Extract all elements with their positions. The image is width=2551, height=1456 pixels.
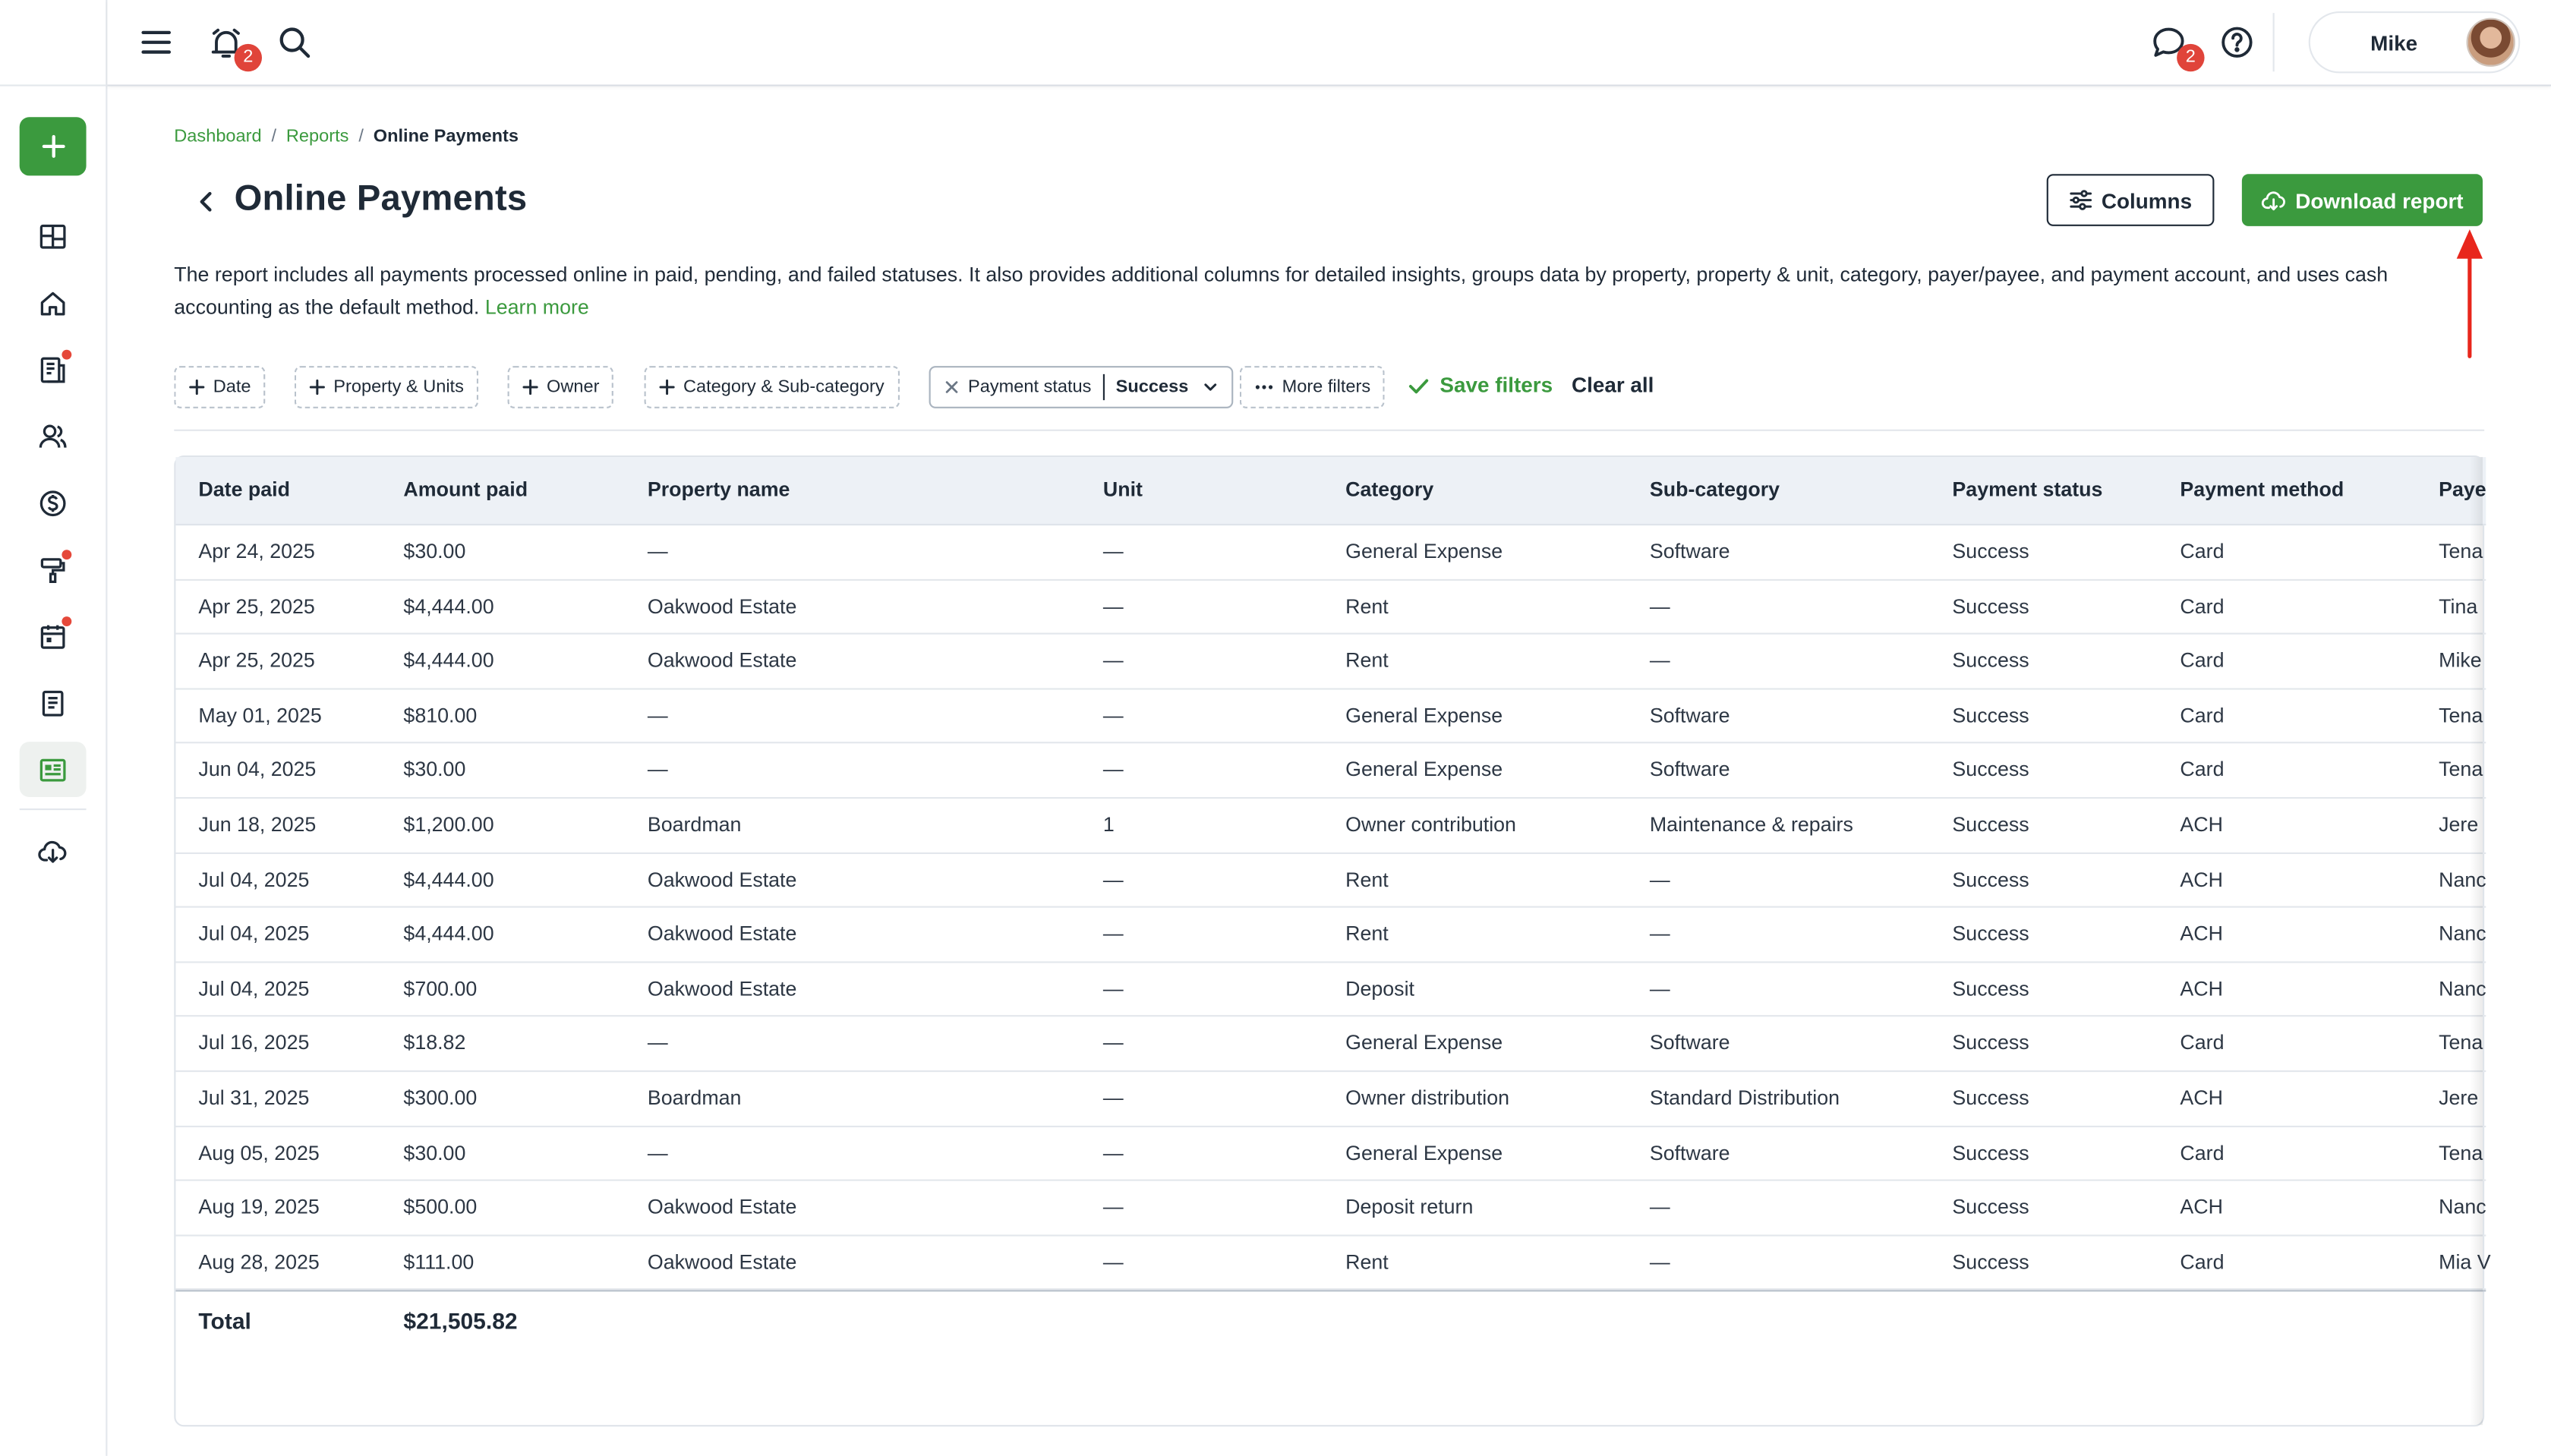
notification-dot	[61, 350, 71, 360]
cell-date-paid: May 01, 2025	[198, 704, 322, 727]
cell-date-paid: Aug 19, 2025	[198, 1196, 320, 1219]
add-new-button[interactable]	[20, 117, 87, 175]
cell-property-name: Boardman	[647, 813, 742, 837]
table-row[interactable]	[175, 1127, 2486, 1181]
table-total-row	[175, 1290, 2486, 1348]
cell-payee: Tena	[2439, 1032, 2483, 1055]
cell-amount-paid: $4,444.00	[403, 922, 494, 946]
cell-payment-method: Card	[2180, 540, 2225, 563]
filter-chip-date[interactable]	[174, 366, 266, 408]
cell-date-paid: Jun 04, 2025	[198, 758, 317, 782]
more-filters-label: More filters	[1282, 377, 1371, 397]
column-header-amount-paid[interactable]: Amount paid	[403, 478, 528, 501]
cell-payee: Tena	[2439, 540, 2483, 563]
cell-amount-paid: $4,444.00	[403, 868, 494, 891]
cell-payment-status: Success	[1952, 1032, 2029, 1055]
table-row[interactable]	[175, 963, 2486, 1017]
messages-badge: 2	[2177, 44, 2204, 71]
cell-payee: Tena	[2439, 704, 2483, 727]
dashboard-icon	[37, 220, 68, 251]
cell-payment-method: ACH	[2180, 1086, 2224, 1110]
cell-payee: Jere	[2439, 813, 2479, 837]
cell-category: Rent	[1345, 1250, 1389, 1274]
cell-amount-paid: $810.00	[403, 704, 478, 727]
sidebar	[0, 0, 107, 1456]
filter-bar	[174, 366, 2484, 408]
cell-property-name: —	[647, 704, 668, 727]
cell-sub-category: —	[1649, 1196, 1670, 1219]
cell-date-paid: Jul 04, 2025	[198, 868, 310, 891]
column-header-property-name[interactable]: Property name	[647, 478, 790, 501]
dollar-icon	[37, 487, 68, 518]
sidebar-item-accounting[interactable]	[20, 475, 87, 531]
table-row[interactable]	[175, 580, 2486, 635]
column-header-sub-category[interactable]: Sub-category	[1649, 478, 1780, 501]
table-row[interactable]	[175, 1017, 2486, 1072]
plus-icon	[309, 379, 325, 395]
cell-payment-method: ACH	[2180, 868, 2224, 891]
cell-category: Rent	[1345, 868, 1389, 891]
table-row[interactable]	[175, 1236, 2491, 1291]
column-header-date-paid[interactable]: Date paid	[198, 478, 290, 501]
search-button[interactable]	[273, 21, 316, 64]
column-header-unit[interactable]: Unit	[1102, 478, 1143, 501]
cell-amount-paid: $18.82	[403, 1032, 466, 1055]
cell-category: General Expense	[1345, 1141, 1503, 1164]
filter-chip-label: Owner	[547, 377, 600, 397]
breadcrumb-separator: /	[271, 127, 277, 147]
cell-property-name: Oakwood Estate	[647, 868, 797, 891]
cell-payment-method: Card	[2180, 758, 2225, 782]
cell-payment-method: Card	[2180, 704, 2225, 727]
cell-unit: —	[1102, 922, 1124, 946]
reports-icon	[37, 754, 68, 785]
filter-chip-category[interactable]	[645, 366, 899, 408]
notifications-badge: 2	[235, 44, 262, 71]
cell-property-name: Oakwood Estate	[647, 977, 797, 1001]
table-row[interactable]	[175, 635, 2486, 689]
filter-chip-value: Success	[1115, 377, 1189, 397]
home-icon	[37, 287, 68, 318]
cell-property-name: Oakwood Estate	[647, 1196, 797, 1219]
cell-category: Rent	[1345, 649, 1389, 673]
cell-unit: —	[1102, 868, 1124, 891]
cell-date-paid: Jun 18, 2025	[198, 813, 317, 837]
notifications-button[interactable]	[205, 21, 254, 67]
cell-payee: Nanc	[2439, 977, 2486, 1001]
cell-category: Deposit	[1345, 977, 1414, 1001]
cell-amount-paid: $500.00	[403, 1196, 478, 1219]
report-description	[174, 259, 2484, 324]
cell-property-name: Oakwood Estate	[647, 1250, 797, 1274]
cell-payment-method: ACH	[2180, 922, 2224, 946]
filter-chip-divider	[1102, 374, 1104, 400]
learn-more-link[interactable]: Learn more	[484, 296, 589, 319]
cell-sub-category: Software	[1649, 1032, 1730, 1055]
cell-property-name: —	[647, 1032, 668, 1055]
cell-payee: Tina	[2439, 594, 2478, 618]
menu-toggle-button[interactable]	[135, 21, 178, 64]
cell-payee: Tena	[2439, 1141, 2483, 1164]
cell-payment-method: ACH	[2180, 813, 2224, 837]
cell-payment-status: Success	[1952, 977, 2029, 1001]
sidebar-item-properties[interactable]	[20, 275, 87, 330]
sidebar-item-people[interactable]	[20, 408, 87, 464]
cell-date-paid: Jul 04, 2025	[198, 977, 310, 1001]
cell-payment-method: Card	[2180, 594, 2225, 618]
save-filters-button[interactable]	[1408, 373, 1553, 397]
report-description-text: The report includes all payments processed online in paid, pending, and failed statuses. It also provides additional columns for detailed insights, groups data by property, property & unit, category, payer/payee, and payment account, and uses cash accounting as the default method.	[174, 263, 2389, 319]
people-icon	[37, 421, 68, 452]
cell-unit: —	[1102, 704, 1124, 727]
cell-unit: 1	[1102, 813, 1115, 837]
cell-amount-paid: $30.00	[403, 758, 466, 782]
filter-chip-payment-status[interactable]	[929, 366, 1235, 408]
cell-property-name: —	[647, 540, 668, 563]
cell-unit: —	[1102, 1250, 1124, 1274]
cloud-download-icon	[2261, 188, 2285, 212]
cell-property-name: Oakwood Estate	[647, 649, 797, 673]
cell-property-name: —	[647, 758, 668, 782]
cell-date-paid: Jul 31, 2025	[198, 1086, 310, 1110]
notification-dot	[61, 616, 71, 626]
cell-payment-status: Success	[1952, 649, 2029, 673]
cell-payment-status: Success	[1952, 704, 2029, 727]
help-button[interactable]	[2216, 21, 2259, 64]
cell-payment-status: Success	[1952, 868, 2029, 891]
breadcrumb-link-dashboard[interactable]: Dashboard	[174, 127, 262, 147]
sidebar-item-leasing[interactable]	[20, 342, 87, 397]
breadcrumb-link-reports[interactable]: Reports	[285, 127, 349, 147]
user-name: Mike	[2370, 30, 2418, 55]
cell-property-name: Oakwood Estate	[647, 594, 797, 618]
sidebar-item-dashboard[interactable]	[20, 208, 87, 263]
cell-sub-category: Software	[1649, 540, 1730, 563]
chevron-down-icon	[1203, 379, 1219, 395]
cell-sub-category: —	[1649, 868, 1670, 891]
cell-amount-paid: $4,444.00	[403, 594, 494, 618]
user-menu-button[interactable]	[2309, 11, 2521, 73]
cell-unit: —	[1102, 1086, 1124, 1110]
cell-payment-status: Success	[1952, 1196, 2029, 1219]
cell-sub-category: —	[1649, 594, 1670, 618]
notes-icon	[37, 687, 68, 718]
cell-category: Owner contribution	[1345, 813, 1516, 837]
cell-sub-category: Software	[1649, 704, 1730, 727]
cell-unit: —	[1102, 540, 1124, 563]
check-icon	[1408, 373, 1430, 396]
cell-amount-paid: $30.00	[403, 540, 466, 563]
columns-button-label: Columns	[2101, 188, 2193, 213]
avatar	[2467, 18, 2515, 67]
help-circle-icon	[2219, 24, 2255, 60]
messages-button[interactable]	[2148, 21, 2196, 67]
cell-payment-status: Success	[1952, 1250, 2029, 1274]
columns-button[interactable]	[2047, 174, 2215, 226]
plus-icon	[659, 379, 675, 395]
search-icon	[276, 24, 312, 60]
divider	[174, 430, 2484, 431]
cell-date-paid: Apr 25, 2025	[198, 649, 315, 673]
cell-payee: Mia V	[2439, 1250, 2491, 1274]
table-row[interactable]	[175, 1181, 2486, 1236]
column-header-payment-method[interactable]: Payment method	[2180, 478, 2344, 501]
breadcrumb-separator: /	[358, 127, 364, 147]
cell-unit: —	[1102, 594, 1124, 618]
cell-amount-paid: $1,200.00	[403, 813, 494, 837]
sidebar-logo-area	[0, 0, 106, 87]
cell-category: General Expense	[1345, 540, 1503, 563]
cell-payment-method: Card	[2180, 649, 2225, 673]
more-filters-button[interactable]	[1240, 366, 1386, 408]
cell-sub-category: —	[1649, 922, 1670, 946]
close-icon[interactable]	[944, 379, 960, 395]
table-header	[175, 457, 2486, 525]
plus-icon	[189, 379, 205, 395]
cloud-download-icon	[37, 835, 68, 866]
cell-amount-paid: $111.00	[403, 1250, 475, 1274]
cell-amount-paid: $700.00	[403, 977, 478, 1001]
filter-chip-label: Date	[213, 377, 251, 397]
sidebar-item-calendar[interactable]	[20, 608, 87, 663]
cell-unit: —	[1102, 758, 1124, 782]
cell-payee: Tena	[2439, 758, 2483, 782]
hamburger-menu-icon	[138, 24, 174, 60]
top-bar	[107, 0, 2551, 87]
table-row[interactable]	[175, 744, 2486, 799]
cell-sub-category: Standard Distribution	[1649, 1086, 1840, 1110]
cell-payment-method: Card	[2180, 1250, 2225, 1274]
cell-amount-paid: $300.00	[403, 1086, 478, 1110]
cell-amount-paid: $4,444.00	[403, 649, 494, 673]
cell-payment-status: Success	[1952, 594, 2029, 618]
cell-payment-status: Success	[1952, 922, 2029, 946]
cell-category: Owner distribution	[1345, 1086, 1510, 1110]
page-title: Online Payments	[234, 177, 528, 219]
save-filters-label: Save filters	[1439, 372, 1553, 397]
cell-sub-category: —	[1649, 977, 1670, 1001]
cell-property-name: Oakwood Estate	[647, 922, 797, 946]
cell-property-name: Boardman	[647, 1086, 742, 1110]
cell-unit: —	[1102, 1196, 1124, 1219]
cell-date-paid: Aug 28, 2025	[198, 1250, 320, 1274]
cell-sub-category: Maintenance & repairs	[1649, 813, 1853, 837]
notification-dot	[61, 550, 71, 559]
cell-payee: Mike	[2439, 649, 2482, 673]
cell-amount-paid: $30.00	[403, 1141, 466, 1164]
filter-chip-owner[interactable]	[508, 366, 614, 408]
cell-payment-method: Card	[2180, 1032, 2225, 1055]
cell-payment-method: Card	[2180, 1141, 2225, 1164]
table-row[interactable]	[175, 525, 2486, 580]
cell-payment-status: Success	[1952, 813, 2029, 837]
download-report-label: Download report	[2295, 188, 2464, 213]
cell-category: General Expense	[1345, 1032, 1503, 1055]
sidebar-item-downloads[interactable]	[20, 823, 87, 878]
cell-payment-status: Success	[1952, 1086, 2029, 1110]
cell-payee: Jere	[2439, 1086, 2479, 1110]
table-row[interactable]	[175, 853, 2486, 908]
filter-chip-label: Property & Units	[333, 377, 464, 397]
cell-date-paid: Apr 25, 2025	[198, 594, 315, 618]
cell-category: General Expense	[1345, 704, 1503, 727]
cell-payment-method: ACH	[2180, 1196, 2224, 1219]
cell-property-name: —	[647, 1141, 668, 1164]
cell-sub-category: Software	[1649, 1141, 1730, 1164]
cell-category: Deposit return	[1345, 1196, 1474, 1219]
payments-table	[174, 455, 2491, 1426]
table-row[interactable]	[175, 689, 2486, 744]
topbar-separator	[2273, 13, 2275, 71]
filter-chip-label: Category & Sub-category	[683, 377, 884, 397]
cell-date-paid: Aug 05, 2025	[198, 1141, 320, 1164]
cell-payee: Nanc	[2439, 922, 2486, 946]
filter-chip-label: Payment status	[968, 377, 1092, 397]
breadcrumb	[174, 127, 519, 147]
column-header-payee[interactable]: Paye	[2439, 478, 2486, 501]
plus-icon	[40, 134, 66, 159]
plus-icon	[522, 379, 538, 395]
cell-payee: Nanc	[2439, 1196, 2486, 1219]
table-row[interactable]	[175, 908, 2486, 963]
table-row[interactable]	[175, 799, 2486, 853]
cell-payment-status: Success	[1952, 540, 2029, 563]
clear-all-button[interactable]: Clear all	[1572, 372, 1654, 397]
column-header-category[interactable]: Category	[1345, 478, 1434, 501]
cell-category: Rent	[1345, 594, 1389, 618]
cell-payment-status: Success	[1952, 1141, 2029, 1164]
table-row[interactable]	[175, 1072, 2486, 1127]
cell-payment-status: Success	[1952, 758, 2029, 782]
cell-unit: —	[1102, 1141, 1124, 1164]
cell-date-paid: Jul 16, 2025	[198, 1032, 310, 1055]
total-label: Total	[198, 1307, 251, 1335]
sliders-icon	[2069, 189, 2092, 212]
total-value: $21,505.82	[403, 1307, 518, 1335]
cell-sub-category: Software	[1649, 758, 1730, 782]
download-report-button[interactable]	[2242, 174, 2483, 226]
cell-unit: —	[1102, 1032, 1124, 1055]
cell-category: General Expense	[1345, 758, 1503, 782]
cell-payment-method: ACH	[2180, 977, 2224, 1001]
more-dots-icon	[1254, 379, 1274, 395]
back-button[interactable]	[191, 185, 223, 218]
column-header-payment-status[interactable]: Payment status	[1952, 478, 2103, 501]
filter-chip-property-units[interactable]	[295, 366, 478, 408]
sidebar-item-notes[interactable]	[20, 675, 87, 730]
cell-date-paid: Jul 04, 2025	[198, 922, 310, 946]
cell-unit: —	[1102, 977, 1124, 1001]
cell-sub-category: —	[1649, 649, 1670, 673]
breadcrumb-current: Online Payments	[373, 127, 519, 147]
sidebar-item-reports[interactable]	[20, 742, 87, 797]
chevron-left-icon	[195, 191, 218, 213]
cell-payee: Nanc	[2439, 868, 2486, 891]
cell-unit: —	[1102, 649, 1124, 673]
cell-sub-category: —	[1649, 1250, 1670, 1274]
sidebar-divider	[20, 808, 87, 810]
cell-date-paid: Apr 24, 2025	[198, 540, 315, 563]
cell-category: Rent	[1345, 922, 1389, 946]
sidebar-item-maintenance[interactable]	[20, 542, 87, 597]
